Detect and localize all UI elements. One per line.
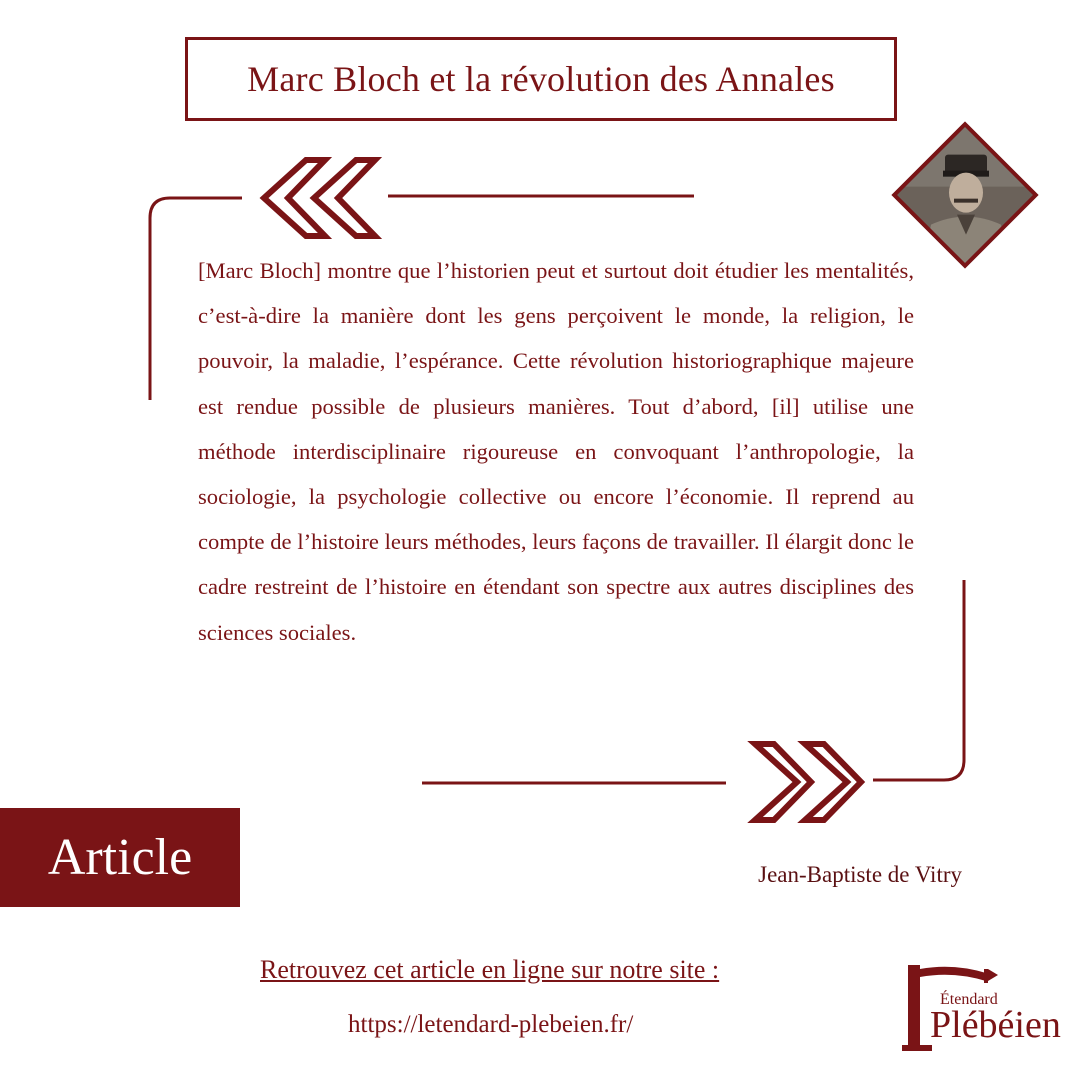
author-name: Jean-Baptiste de Vitry (758, 862, 962, 887)
article-badge-label: Article (47, 829, 193, 886)
logo-top-text: Étendard (940, 991, 998, 1008)
page-title: Marc Bloch et la révolution des Annales (247, 59, 835, 99)
cta-link[interactable]: Retrouvez cet article en ligne sur notre site : (260, 955, 720, 984)
etendard-plebeien-logo (898, 955, 1080, 1060)
site-url[interactable]: https://letendard-plebeien.fr/ (348, 1011, 634, 1038)
close-quote-icon (755, 744, 861, 820)
quote-text: [Marc Bloch] montre que l’historien peut et surtout doit étudier les mentalités, c’est-à-dire la manière dont les gens perçoivent le monde, la religion, le pouvoir, la maladie, l’espérance. Cette révolution historiographique majeure est rendue possible de plusieurs manières. Tout d’abord, [il] utilise une méthode interdisciplinaire rigoureuse en convoquant l’anthropologie, la sociologie, la psychologie collective ou encore l’économie. Il reprend au compte de l’histoire leurs méthodes, leurs façons de travailler. Il élargit donc le cadre restreint de l’histoire en étendant son spectre aux autres disciplines des sciences sociales. (198, 258, 914, 645)
logo-main-text: Plébéien (930, 1004, 1061, 1046)
open-quote-icon (264, 160, 375, 236)
article-badge (0, 808, 240, 907)
